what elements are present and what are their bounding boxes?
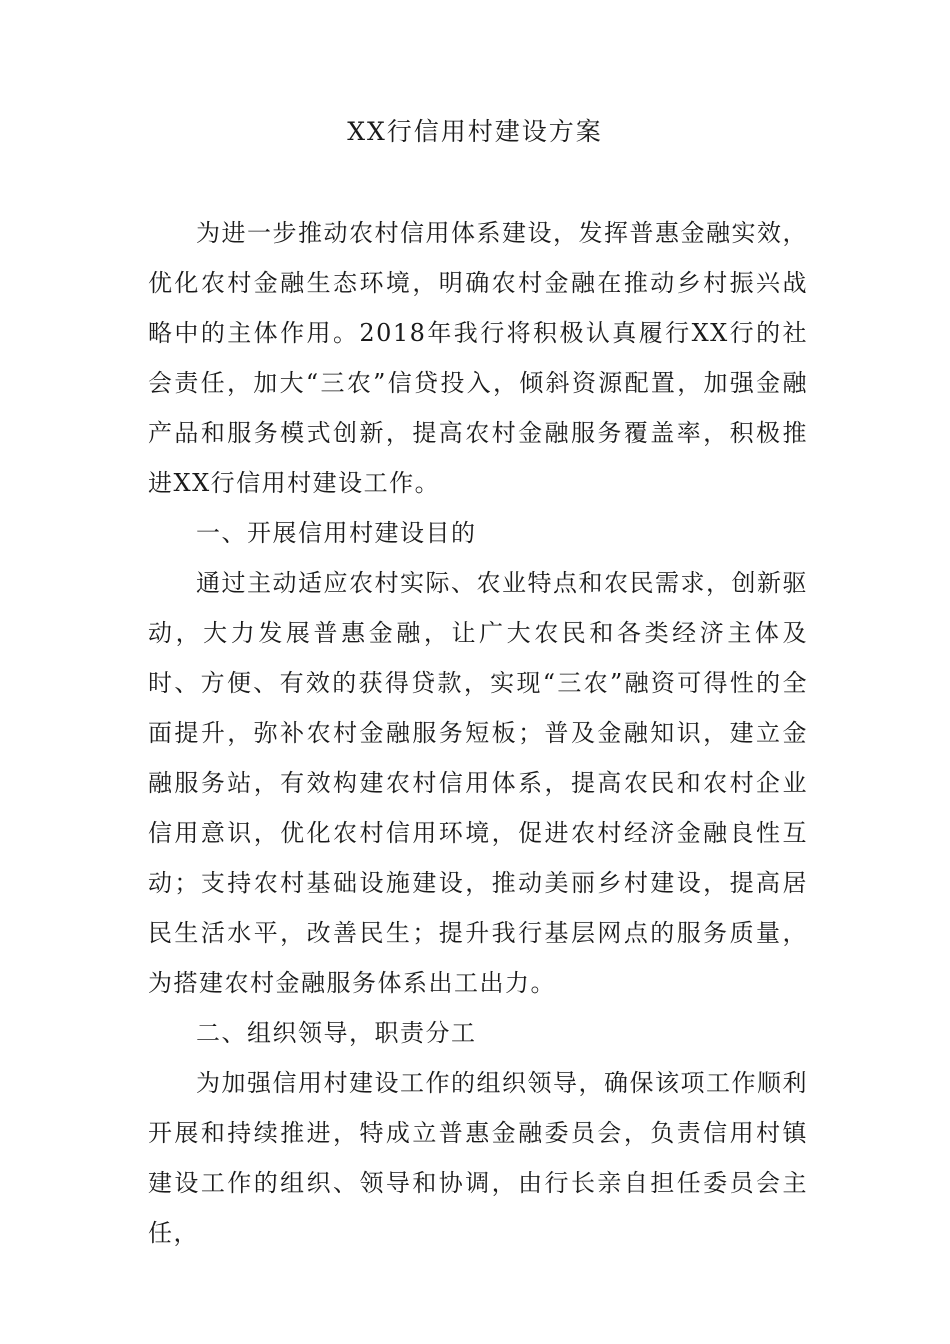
organization-paragraph: 为加强信用村建设工作的组织领导，确保该项工作顺利开展和持续推进，特成立普惠金融委员会，负责信用村镇建设工作的组织、领导和协调，由行长亲自担任委员会主任， bbox=[148, 1069, 808, 1247]
document-title: XX行信用村建设方案 bbox=[347, 117, 603, 146]
intro-paragraph: 为进一步推动农村信用体系建设，发挥普惠金融实效，优化农村金融生态环境，明确农村金融在推动乡村振兴战略中的主体作用。2018年我行将积极认真履行XX行的社会责任，加大“三农”信贷投入，倾斜资源配置，加强金融产品和服务模式创新，提高农村金融服务覆盖率，积极推进XX行信用村建设工作。 bbox=[148, 219, 808, 497]
document-body bbox=[148, 208, 808, 1258]
section-heading-organization: 二、组织领导，职责分工 bbox=[196, 1019, 477, 1047]
purpose-paragraph: 通过主动适应农村实际、农业特点和农民需求，创新驱动，大力发展普惠金融，让广大农民和各类经济主体及时、方便、有效的获得贷款，实现“三农”融资可得性的全面提升，弥补农村金融服务短板；普及金融知识，建立金融服务站，有效构建农村信用体系，提高农民和农村企业信用意识，优化农村信用环境，促进农村经济金融良性互动；支持农村基础设施建设，推动美丽乡村建设，提高居民生活水平，改善民生；提升我行基层网点的服务质量，为搭建农村金融服务体系出工出力。 bbox=[148, 569, 808, 997]
section-heading-purpose: 一、开展信用村建设目的 bbox=[196, 519, 477, 547]
